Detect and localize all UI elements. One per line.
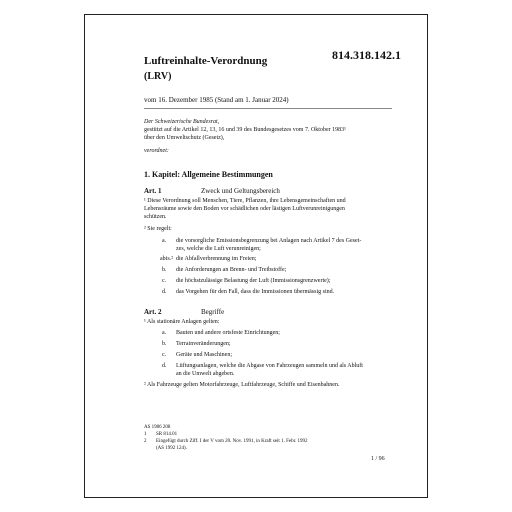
article-2-label: Art. 2 xyxy=(144,308,162,316)
article-2-title: Begriffe xyxy=(201,308,225,316)
preamble-basis-line: gestützt auf die Artikel 12, 13, 16 und 39 des Bundesgesetzes vom 7. Oktober 1983¹ xyxy=(144,127,346,133)
list-item-letter: abis.² xyxy=(160,256,173,262)
article-1-label: Art. 1 xyxy=(144,187,162,195)
list-item-letter: a. xyxy=(162,238,167,244)
list-item-letter: b. xyxy=(162,341,167,347)
list-item-letter: a. xyxy=(162,330,167,336)
list-item-text: Geräte und Maschinen; xyxy=(176,352,232,358)
header-divider xyxy=(144,108,392,109)
list-item-text: das Vorgehen für den Fall, dass die Immissionen übermässig sind. xyxy=(176,289,335,295)
document-date: vom 16. Dezember 1985 (Stand am 1. Januar 2024) xyxy=(144,96,289,104)
list-item-letter: d. xyxy=(162,289,167,295)
article-2-paragraph-1: ¹ Als stationäre Anlagen gelten: xyxy=(144,319,220,325)
list-item-letter: b. xyxy=(162,267,167,273)
list-item-text: die Abfallverbrennung im Freien; xyxy=(176,256,257,262)
list-item-text: Terrainveränderungen; xyxy=(176,341,231,347)
sr-number: 814.318.142.1 xyxy=(332,48,401,62)
list-item-letter: d. xyxy=(162,363,167,369)
footnote-as: AS 1986 208 xyxy=(144,425,171,430)
footnote-text: (AS 1992 124). xyxy=(156,446,187,451)
preamble-authority: Der Schweizerische Bundesrat, xyxy=(144,119,220,125)
article-1-paragraph-line: ¹ Diese Verordnung soll Menschen, Tiere, Pflanzen, ihre Lebensgemeinschaften und xyxy=(144,198,346,204)
list-item-letter: c. xyxy=(162,352,167,358)
list-item-letter: c. xyxy=(162,278,167,284)
article-1-paragraph-line: Lebensräume sowie den Boden vor schädlichen oder lästigen Luftverunreinigungen xyxy=(144,206,345,212)
footnote-number: 1 xyxy=(144,432,147,437)
list-item-text: die Anforderungen an Brenn- und Treibstoffe; xyxy=(176,267,287,273)
footnote-text: SR 814.01 xyxy=(156,432,178,437)
chapter-heading: 1. Kapitel: Allgemeine Bestimmungen xyxy=(144,170,273,179)
list-item-text: Lüftungsanlagen, welche die Abgase von Fahrzeugen sammeln und als Abluft xyxy=(176,363,363,369)
article-1-title: Zweck und Geltungsbereich xyxy=(201,187,280,195)
article-1-paragraph-2: ² Sie regelt: xyxy=(144,226,172,232)
footnote-text: Eingefügt durch Ziff. I der V vom 20. Nov. 1991, in Kraft seit 1. Febr. 1992 xyxy=(156,439,308,444)
list-item-text: Bauten und andere ortsfeste Einrichtungen; xyxy=(176,330,280,336)
article-2-paragraph-2: ² Als Fahrzeuge gelten Motorfahrzeuge, Luftfahrzeuge, Schiffe und Eisenbahnen. xyxy=(144,382,340,388)
document-title: Luftreinhalte-Verordnung xyxy=(144,55,268,67)
article-1-paragraph-line: schützen. xyxy=(144,214,167,220)
list-item-text: zes, welche die Luft verunreinigen; xyxy=(176,246,261,252)
preamble-basis-line: über den Umweltschutz (Gesetz), xyxy=(144,135,225,141)
list-item-text: die höchstzulässige Belastung der Luft (Immissionsgrenzwerte); xyxy=(176,278,331,284)
list-item-text: an die Umwelt abgeben. xyxy=(176,371,235,377)
list-item-text: die vorsorgliche Emissionsbegrenzung bei Anlagen nach Artikel 7 des Geset- xyxy=(176,238,362,244)
document-abbreviation: (LRV) xyxy=(144,71,172,82)
footnote-number: 2 xyxy=(144,439,147,444)
page-number: 1 / 96 xyxy=(371,456,385,462)
preamble-verb: verordnet: xyxy=(144,148,169,154)
